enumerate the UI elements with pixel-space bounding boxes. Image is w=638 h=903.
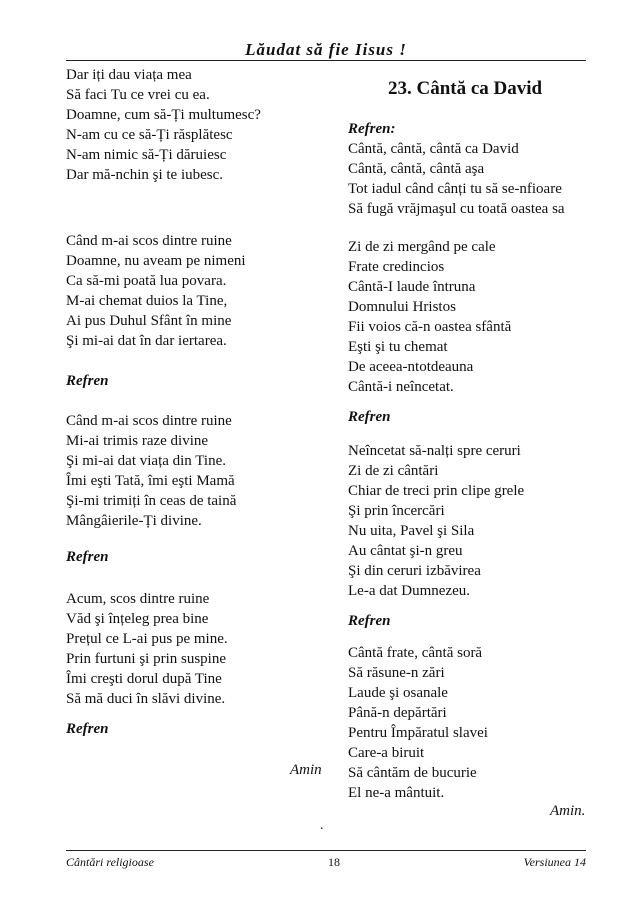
- verse-line: Când m-ai scos dintre ruine: [66, 233, 232, 249]
- page-footer: [66, 850, 586, 871]
- verse-line: Frate credincios: [348, 259, 445, 275]
- verse-line: Le-a dat Dumnezeu.: [348, 583, 471, 599]
- verse-line: M-ai chemat duios la Tine,: [66, 293, 228, 309]
- verse-line: Ai pus Duhul Sfânt în mine: [66, 313, 232, 329]
- verse-line: Cântă-i neîncetat.: [348, 379, 454, 395]
- verse-line: Doamne, cum să-Ți multumesc?: [66, 107, 261, 123]
- verse-line: Până-n depărtări: [348, 705, 447, 721]
- verse-line: Prețul ce L-ai pus pe mine.: [66, 631, 228, 647]
- refren-label: Refren: [66, 549, 109, 565]
- verse-line: Dar mă-nchin şi te iubesc.: [66, 167, 224, 183]
- verse-line: Ca să-mi poată lua povara.: [66, 273, 227, 289]
- amin-left: Amin: [290, 762, 322, 778]
- refren-line: Tot iadul când cânți tu să se-nfioare: [348, 181, 562, 197]
- verse-line: Şi prin încercări: [348, 503, 445, 519]
- refren-label: Refren: [66, 721, 109, 737]
- amin-right: Amin.: [550, 803, 586, 819]
- page-number: 18: [328, 855, 340, 869]
- refren-label: Refren: [66, 373, 109, 389]
- header-title: Lăudat să fie Iisus !: [245, 40, 407, 59]
- verse-line: N-am cu ce să-Ți răsplătesc: [66, 127, 233, 143]
- verse-line: Fii voios că-n oastea sfântă: [348, 319, 512, 335]
- page-header: [66, 40, 586, 61]
- verse-line: Când m-ai scos dintre ruine: [66, 413, 232, 429]
- verse-line: Nu uita, Pavel şi Sila: [348, 523, 475, 539]
- verse-line: Pentru Împăratul slavei: [348, 725, 488, 741]
- verse-line: Şi mi-ai dat în dar iertarea.: [66, 333, 227, 349]
- verse-line: Acum, scos dintre ruine: [66, 591, 210, 607]
- verse-line: Cântă-I laude întruna: [348, 279, 476, 295]
- verse-line: Laude şi osanale: [348, 685, 448, 701]
- refren-line: Cântă, cântă, cântă aşa: [348, 161, 485, 177]
- refren-line: Cântă, cântă, cântă ca David: [348, 141, 519, 157]
- verse-line: El ne-a mântuit.: [348, 785, 445, 801]
- verse-line: Chiar de treci prin clipe grele: [348, 483, 525, 499]
- verse-line: Şi-mi trimiți în ceas de taină: [66, 493, 237, 509]
- verse-line: Să răsune-n zări: [348, 665, 445, 681]
- verse-line: Să cântăm de bucurie: [348, 765, 477, 781]
- verse-line: Cântă frate, cântă soră: [348, 645, 483, 661]
- verse-line: Să mă duci în slăvi divine.: [66, 691, 226, 707]
- verse-line: Eşti şi tu chemat: [348, 339, 448, 355]
- refren-heading: Refren:: [348, 121, 396, 137]
- page-dot: .: [320, 818, 324, 833]
- verse-line: Şi mi-ai dat viața din Tine.: [66, 453, 226, 469]
- verse-line: N-am nimic să-Ți dăruiesc: [66, 147, 227, 163]
- verse-line: Neîncetat să-nalți spre ceruri: [348, 443, 521, 459]
- verse-line: Mângâierile-Ți divine.: [66, 513, 202, 529]
- refren-line: Să fugă vrăjmaşul cu toată oastea sa: [348, 201, 565, 217]
- refren-label: Refren: [348, 409, 391, 425]
- verse-line: Domnului Hristos: [348, 299, 456, 315]
- verse-line: Îmi eşti Tată, îmi eşti Mamă: [66, 473, 235, 489]
- verse-line: Prin furtuni şi prin suspine: [66, 651, 226, 667]
- verse-line: Zi de zi mergând pe cale: [348, 239, 496, 255]
- verse-line: Zi de zi cântări: [348, 463, 439, 479]
- refren-label: Refren: [348, 613, 391, 629]
- verse-line: Să faci Tu ce vrei cu ea.: [66, 87, 210, 103]
- footer-book-title: Cântări religioase: [66, 855, 154, 869]
- verse-line: Doamne, nu aveam pe nimeni: [66, 253, 246, 269]
- verse-line: Dar iți dau viața mea: [66, 67, 192, 83]
- verse-line: Şi din ceruri izbăvirea: [348, 563, 481, 579]
- song-title: 23. Cântă ca David: [388, 78, 543, 99]
- verse-line: Care-a biruit: [348, 745, 425, 761]
- verse-line: Au cântat şi-n greu: [348, 543, 463, 559]
- footer-version: Versiunea 14: [523, 855, 586, 869]
- verse-line: Îmi creşti dorul după Tine: [66, 671, 222, 687]
- verse-line: Mi-ai trimis raze divine: [66, 433, 209, 449]
- verse-line: De aceea-ntotdeauna: [348, 359, 474, 375]
- verse-line: Văd şi înțeleg prea bine: [66, 611, 209, 627]
